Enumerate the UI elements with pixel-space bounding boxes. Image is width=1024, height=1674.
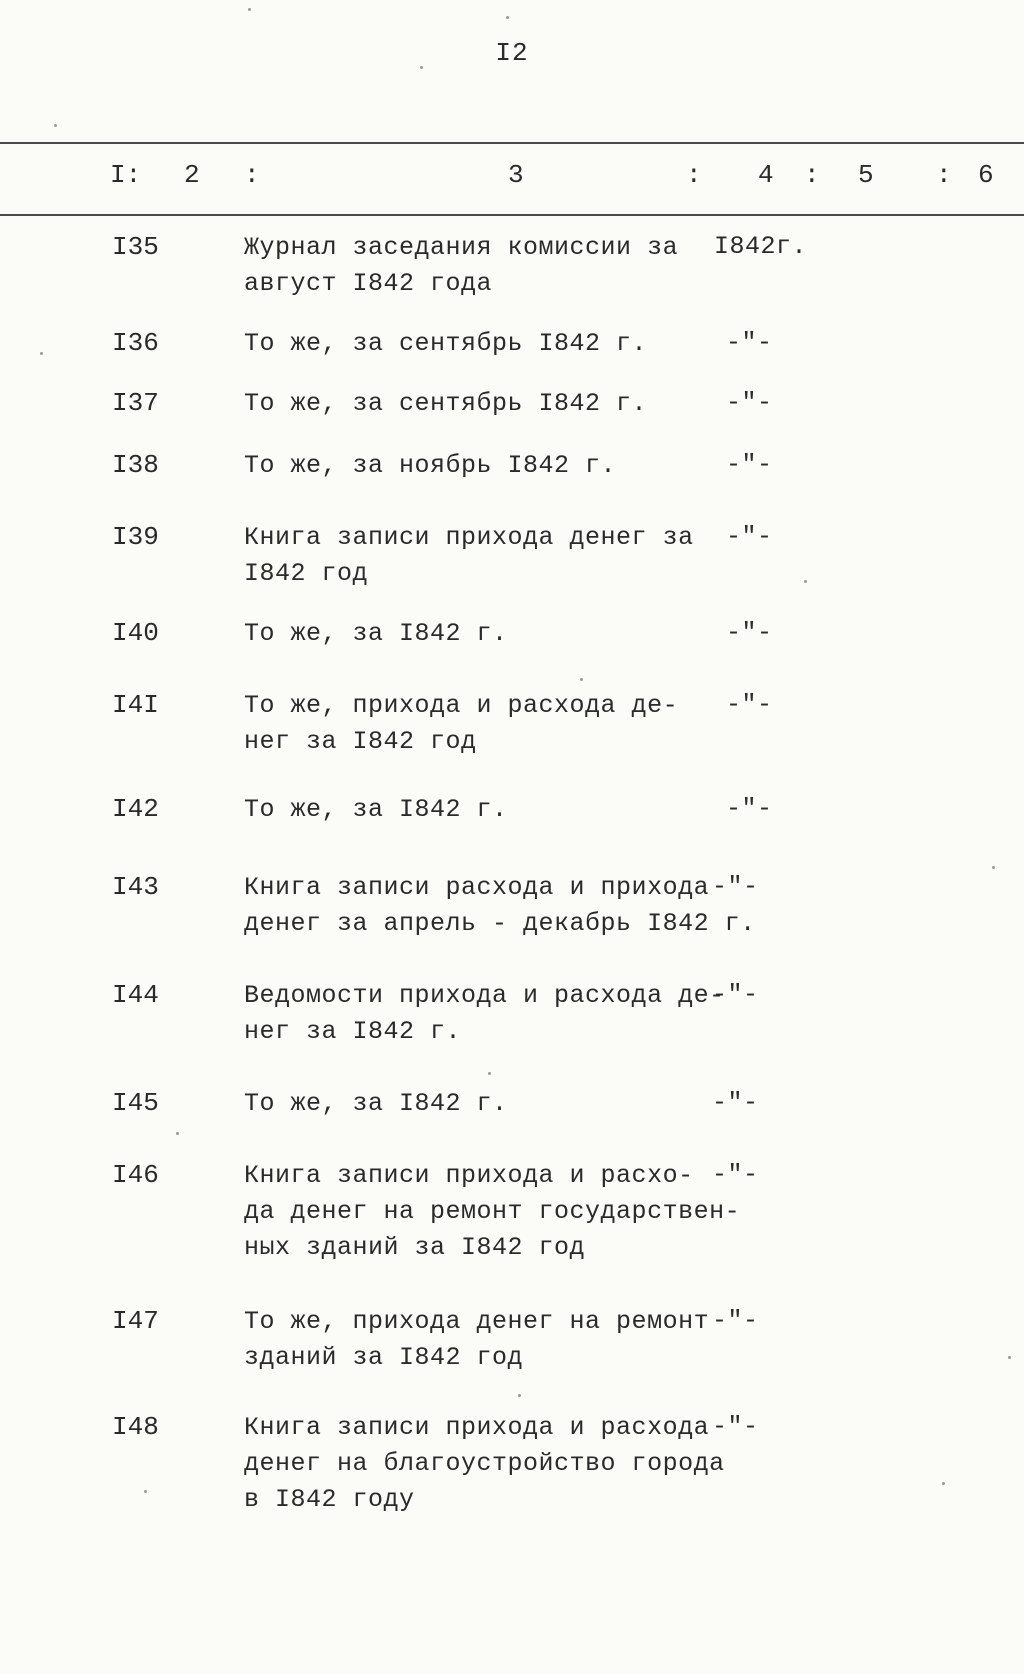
column-header-5: 5 (858, 160, 874, 190)
row-number: I36 (112, 328, 159, 358)
scan-speck (420, 66, 423, 69)
row-date: I842г. (714, 232, 808, 261)
row-date: -"- (726, 618, 773, 647)
header-top-rule (0, 142, 1024, 144)
header-bottom-rule (0, 214, 1024, 216)
row-date: -"- (726, 328, 773, 357)
row-date: -"- (726, 388, 773, 417)
row-title: То же, прихода и расхода де- нег за I842 год (244, 691, 679, 756)
column-header-3: 3 (508, 160, 524, 190)
row-date: -"- (726, 794, 773, 823)
column-header-separator: : (686, 160, 702, 190)
page-number: I2 (495, 38, 529, 68)
row-number: I45 (112, 1088, 159, 1118)
row-title: Журнал заседания комиссии за август I842 года (244, 233, 679, 298)
column-header-separator: : (804, 160, 820, 190)
scan-speck (580, 678, 583, 681)
scan-speck (40, 352, 43, 355)
row-date: -"- (726, 450, 773, 479)
row-title: То же, за I842 г. (244, 1089, 508, 1118)
row-date: -"- (712, 1306, 759, 1335)
column-header-separator: : (244, 160, 260, 190)
row-title: Книга записи прихода и расхода денег на благоустройство города в I842 году (244, 1413, 725, 1514)
row-number: I42 (112, 794, 159, 824)
scan-speck (144, 1490, 147, 1493)
row-title: То же, за сентябрь I842 г. (244, 329, 648, 358)
row-number: I48 (112, 1412, 159, 1442)
scan-speck (176, 1132, 179, 1135)
scan-speck (54, 124, 57, 127)
row-date: -"- (712, 1088, 759, 1117)
row-number: I39 (112, 522, 159, 552)
row-number: I43 (112, 872, 159, 902)
row-number: I37 (112, 388, 159, 418)
row-title: То же, за I842 г. (244, 619, 508, 648)
scan-speck (804, 580, 807, 583)
row-title: То же, прихода денег на ремонт зданий за I842 год (244, 1307, 710, 1372)
row-title: То же, за I842 г. (244, 795, 508, 824)
scan-speck (1008, 1356, 1011, 1359)
column-header-2: 2 (184, 160, 200, 190)
row-date: -"- (712, 872, 759, 901)
column-header-1: I: (110, 160, 142, 190)
row-number: I4I (112, 690, 159, 720)
row-title: Книга записи прихода и расхо- да денег на ремонт государствен- ных зданий за I842 год (244, 1161, 741, 1262)
row-number: I40 (112, 618, 159, 648)
row-number: I46 (112, 1160, 159, 1190)
row-number: I35 (112, 232, 159, 262)
row-title: То же, за ноябрь I842 г. (244, 451, 617, 480)
row-title: Ведомости прихода и расхода де- нег за I842 г. (244, 981, 725, 1046)
column-header-6: 6 (978, 160, 994, 190)
row-number: I38 (112, 450, 159, 480)
row-title: Книга записи расхода и прихода денег за апрель - декабрь I842 г. (244, 873, 756, 938)
row-date: -"- (712, 1412, 759, 1441)
column-header-separator: : (936, 160, 952, 190)
row-number: I47 (112, 1306, 159, 1336)
column-header-4: 4 (758, 160, 774, 190)
scan-speck (518, 1394, 521, 1397)
scan-speck (506, 16, 509, 19)
row-date: -"- (726, 690, 773, 719)
row-date: -"- (712, 980, 759, 1009)
scan-speck (992, 866, 995, 869)
row-title: Книга записи прихода денег за I842 год (244, 523, 694, 588)
row-title: То же, за сентябрь I842 г. (244, 389, 648, 418)
row-number: I44 (112, 980, 159, 1010)
scan-speck (248, 8, 251, 11)
scan-speck (942, 1482, 945, 1485)
row-date: -"- (712, 1160, 759, 1189)
scan-speck (488, 1072, 491, 1075)
row-date: -"- (726, 522, 773, 551)
